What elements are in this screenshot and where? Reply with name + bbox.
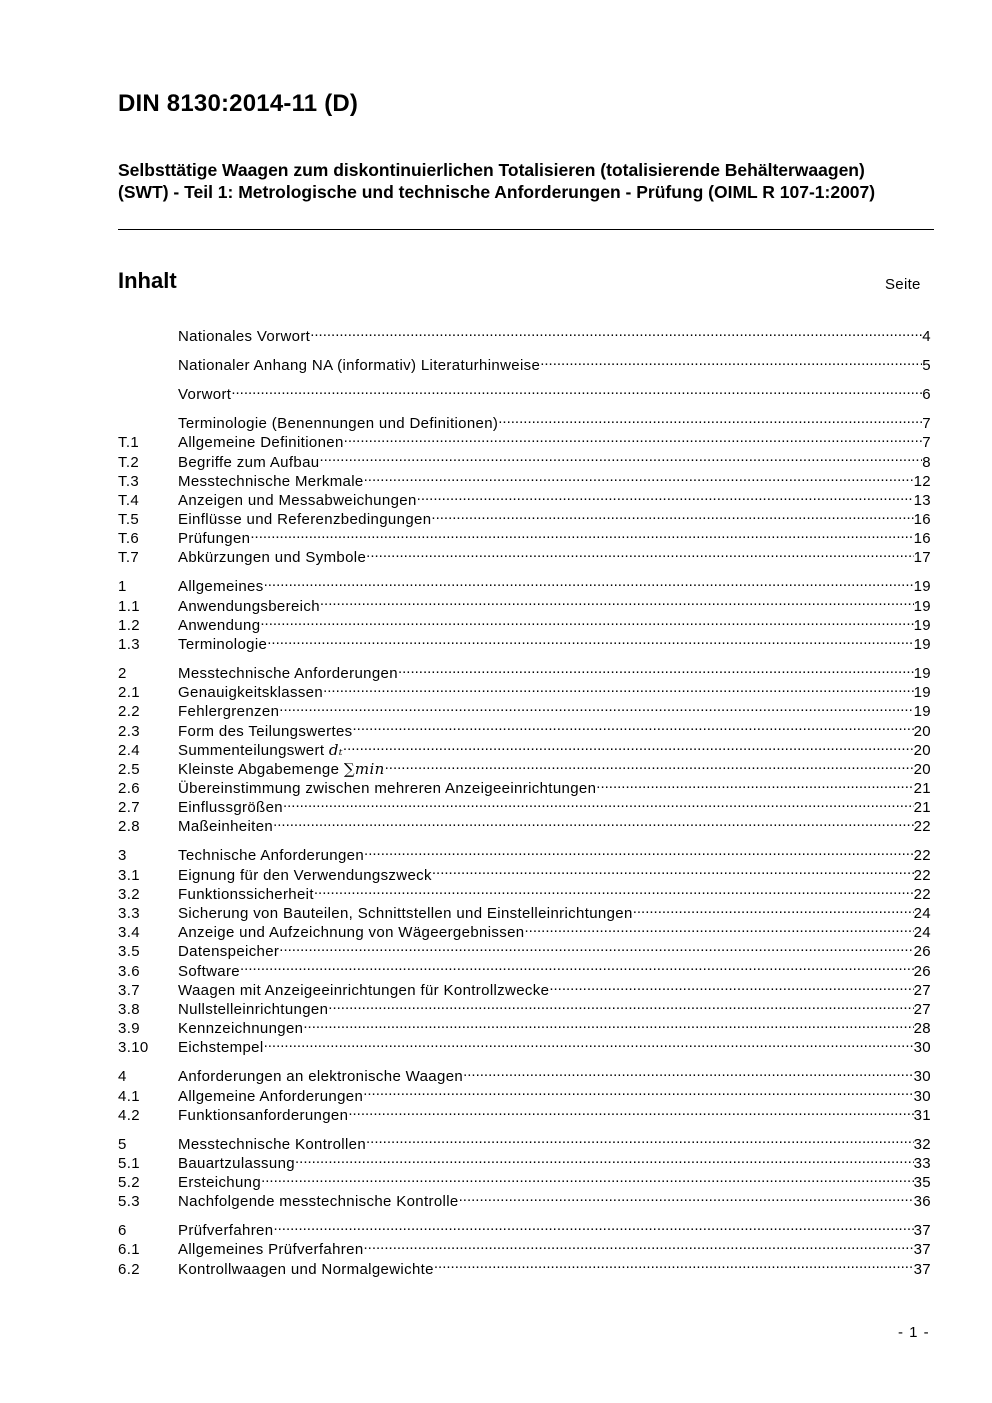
toc-dot-leader: [240, 956, 914, 975]
toc-entry-title-text: Abkürzungen und Symbole: [178, 549, 367, 567]
title-divider: [118, 229, 934, 230]
toc-dot-leader: [303, 1014, 913, 1033]
toc-entry-page: 5: [922, 357, 931, 375]
toc-entry-title-text: Kleinste Abgabemenge: [178, 760, 340, 778]
toc-dot-leader: [328, 995, 913, 1014]
toc-entry-number: 3.5: [118, 943, 140, 961]
toc-entry[interactable]: [118, 322, 931, 346]
toc-entry-page: 28: [913, 1020, 931, 1038]
toc-entry-page: 16: [913, 511, 931, 529]
toc-dot-leader: [264, 572, 914, 591]
toc-dot-leader: [398, 659, 914, 678]
toc-entry-number: 3: [118, 847, 127, 865]
toc-entry-title-text: Nationales Vorwort: [178, 328, 311, 346]
toc-entry-title: [178, 1240, 364, 1259]
toc-entry-title-text: Datenspeicher: [178, 943, 280, 961]
toc-entry-number: 6.1: [118, 1241, 140, 1259]
toc-entry-number: 4.2: [118, 1106, 140, 1124]
toc-entry-page: 35: [913, 1174, 931, 1192]
toc-entry-number: 5.3: [118, 1193, 140, 1211]
toc-entry-page: 19: [913, 636, 931, 653]
toc-entry-page: 6: [922, 386, 931, 404]
toc-entry-number: 6: [118, 1222, 127, 1240]
toc-entry-title: [178, 1260, 434, 1279]
toc-entry-number: 3.3: [118, 905, 140, 923]
toc-dot-leader: [633, 899, 914, 918]
toc-entry-title-text: Software: [178, 962, 240, 980]
toc-entry-title: [178, 548, 366, 567]
toc-entry-title: [178, 1173, 261, 1192]
toc-entry-title-text: Anwendungsbereich: [178, 597, 320, 615]
toc-entry-number: 3.4: [118, 924, 140, 942]
toc-entry-number: 2.7: [118, 799, 140, 817]
toc-entry-page: 12: [913, 472, 931, 490]
toc-entry-title-text: Messtechnische Merkmale: [178, 472, 364, 490]
toc-dot-leader: [273, 812, 914, 831]
toc-dot-leader: [366, 543, 913, 562]
toc-entry-number: 6.2: [118, 1260, 140, 1278]
toc-entry-page: 37: [913, 1222, 931, 1240]
toc-entry-page: 26: [913, 962, 931, 980]
toc-entry-title-text: Prüfungen: [178, 530, 251, 548]
toc-dot-leader: [279, 697, 913, 716]
toc-entry-title-text: Eignung für den Verwendungszweck: [178, 866, 432, 884]
toc-entry-number: T.7: [118, 549, 140, 567]
toc-entry-title-text: Sicherung von Bauteilen, Schnittstellen und Einstelleinrichtungen: [178, 905, 633, 923]
toc-entry-number: 3.7: [118, 981, 140, 999]
toc-entry-page: 30: [913, 1039, 931, 1057]
toc-entry[interactable]: [118, 841, 931, 865]
toc-dot-leader: [540, 351, 922, 370]
toc-dot-leader: [385, 755, 914, 774]
toc-entry-title-text: Bauartzulassung: [178, 1154, 295, 1172]
toc-entry-number: 3.6: [118, 962, 140, 980]
toc-entry-number: T.1: [118, 434, 140, 452]
toc-entry-title: [178, 1221, 273, 1240]
toc-entry-page: 19: [913, 578, 931, 596]
toc-entry-title: [178, 817, 273, 836]
toc-entry-title-text: Fehlergrenzen: [178, 703, 280, 721]
toc-entry-title-text: Anwendung: [178, 616, 261, 634]
toc-dot-leader: [310, 322, 922, 341]
toc-entry-title-text: Terminologie (Benennungen und Definitionen): [178, 415, 499, 433]
document-title: DIN 8130:2014-11 (D): [118, 90, 359, 117]
toc-entry-title-text: Nachfolgende messtechnische Kontrolle: [178, 1193, 459, 1211]
toc-entry-title: [178, 616, 260, 635]
toc-dot-leader: [463, 1062, 914, 1081]
toc-entry-page: 21: [913, 780, 931, 798]
toc-entry-title-text: Anzeigen und Messabweichungen: [178, 491, 417, 509]
toc-entry-title: [178, 1087, 363, 1106]
toc-entry-page: 19: [913, 703, 931, 721]
toc-entry-title-text: Begriffe zum Aufbau: [178, 453, 320, 471]
toc-dot-leader: [363, 1081, 913, 1100]
toc-entry-page: 7: [922, 434, 931, 452]
toc-entry-title-text: Prüfverfahren: [178, 1222, 274, 1240]
toc-entry-title-text: Allgemeines: [178, 578, 264, 596]
toc-entry-title-text: Waagen mit Anzeigeeinrichtungen für Kontrollzwecke: [178, 981, 550, 999]
toc-entry-page: 19: [913, 597, 931, 615]
toc-entry-number: 3.9: [118, 1020, 140, 1038]
toc-dot-leader: [320, 591, 914, 610]
toc-entry-number: 5: [118, 1135, 127, 1153]
toc-entry-page: 36: [913, 1193, 931, 1211]
toc-dot-leader: [498, 409, 922, 428]
toc-entry-title-text: Funktionsanforderungen: [178, 1106, 349, 1124]
toc-entry-title-text: Eichstempel: [178, 1039, 264, 1057]
toc-entry-number: 1: [118, 578, 127, 596]
toc-entry-number: 1.2: [118, 616, 140, 634]
toc-entry[interactable]: [118, 572, 931, 596]
toc-entry-title-text: Ersteichung: [178, 1174, 262, 1192]
toc-dot-leader: [364, 1235, 914, 1254]
toc-entry[interactable]: [118, 1130, 931, 1153]
toc-entry-number: 3.2: [118, 885, 140, 903]
toc-entry-title-text: Anforderungen an elektronische Waagen: [178, 1068, 464, 1086]
toc-entry-page: 24: [913, 905, 931, 923]
toc-entry-title-text: Übereinstimmung zwischen mehreren Anzeigeeinrichtungen: [178, 780, 597, 798]
toc-entry-title-text: Genauigkeitsklassen: [178, 684, 324, 702]
toc-entry-page: 22: [913, 818, 931, 836]
toc-entry-title-text: Nationaler Anhang NA (informativ) Literaturhinweise: [178, 357, 541, 375]
toc-dot-leader: [459, 1187, 914, 1206]
page-column-label: Seite: [885, 276, 921, 293]
toc-dot-leader: [417, 486, 914, 505]
page-number: - 1 -: [898, 1324, 930, 1341]
toc-entry-title: [178, 327, 310, 346]
toc-dot-leader: [364, 467, 914, 486]
toc-entry-number: 2.1: [118, 684, 140, 702]
toc-entry-page: 19: [913, 664, 931, 682]
toc-entry-page: 32: [913, 1135, 931, 1153]
toc-entry-page: 20: [913, 760, 931, 778]
toc-dot-leader: [273, 1216, 913, 1235]
toc-entry-title-text: Anzeige und Aufzeichnung von Wägeergebnissen: [178, 924, 525, 942]
toc-entry-title-text: Messtechnische Kontrollen: [178, 1135, 367, 1153]
toc-entry-title: [178, 798, 283, 817]
toc-entry-page: 20: [913, 741, 931, 759]
toc-entry-title-text: Allgemeine Definitionen: [178, 434, 344, 452]
toc-entry[interactable]: [118, 1062, 931, 1086]
toc-entry-symbol: ∑min: [343, 759, 385, 778]
toc-entry-title: [178, 1106, 348, 1125]
toc-heading: Inhalt: [118, 268, 177, 293]
toc-entry-title-text: Kontrollwaagen und Normalgewichte: [178, 1260, 434, 1278]
document-subtitle: Selbsttätige Waagen zum diskontinuierlichen Totalisieren (totalisierende Behälterwaagen) (SWT) - Teil 1: Metrologische und technische Anforderungen - Prüfung (OIML R 107-1:2007): [118, 160, 876, 202]
toc-entry-page: 19: [913, 684, 931, 702]
toc-entry-number: 2.6: [118, 780, 140, 798]
toc-entry-page: 13: [913, 491, 931, 509]
toc-entry-title-text: Kennzeichnungen: [178, 1020, 304, 1038]
toc-entry-number: 3.8: [118, 1000, 140, 1018]
toc-entry-title: [178, 741, 343, 760]
toc-entry-title-text: Maßeinheiten: [178, 818, 274, 836]
toc-entry-number: 2: [118, 664, 127, 682]
toc-entry-number: T.2: [118, 453, 140, 471]
toc-entry-title-text: Messtechnische Anforderungen: [178, 664, 398, 682]
toc-entry-number: T.5: [118, 511, 140, 529]
toc-dot-leader: [260, 611, 913, 630]
toc-entry-number: 2.8: [118, 818, 140, 836]
toc-entry-title-text: Vorwort: [178, 386, 232, 404]
toc-entry-symbol: dₜ: [328, 740, 343, 759]
toc-entry-number: 2.2: [118, 703, 140, 721]
toc-entry-page: 30: [913, 1068, 931, 1086]
toc-entry-page: 16: [913, 530, 931, 548]
toc-dot-leader: [434, 1254, 914, 1273]
toc-entry-page: 27: [913, 981, 931, 999]
toc-entry[interactable]: [118, 659, 931, 682]
toc-dot-leader: [264, 1033, 914, 1052]
toc-dot-leader: [267, 630, 913, 649]
toc-entry-page: 17: [913, 549, 931, 567]
toc-dot-leader: [231, 380, 922, 399]
toc-entry[interactable]: [118, 351, 931, 375]
toc-dot-leader: [353, 716, 914, 735]
toc-entry-page: 22: [913, 885, 931, 903]
toc-dot-leader: [261, 1168, 914, 1187]
toc-entry-title: [178, 722, 353, 741]
toc-dot-leader: [279, 937, 913, 956]
toc-entry-page: 19: [913, 616, 931, 634]
toc-dot-leader: [524, 918, 913, 937]
toc-entry-page: 37: [913, 1260, 931, 1278]
toc-entry-title-text: Funktionssicherheit: [178, 885, 314, 903]
toc-dot-leader: [314, 880, 914, 899]
toc-dot-leader: [549, 976, 913, 995]
toc-entry[interactable]: [118, 956, 931, 980]
toc-entry-page: 22: [913, 866, 931, 884]
toc-entry-page: 33: [913, 1154, 931, 1172]
toc-entry-page: 20: [913, 722, 931, 740]
toc-entry-title-text: Terminologie: [178, 636, 268, 653]
toc-entry-title-text: Einflüsse und Referenzbedingungen: [178, 511, 432, 529]
toc-entry-title: [178, 1038, 264, 1057]
toc-dot-leader: [343, 736, 914, 755]
toc-entry-page: 37: [913, 1241, 931, 1259]
toc-entry-page: 4: [922, 328, 931, 346]
toc-entry-title: [178, 356, 540, 375]
toc-dot-leader: [283, 793, 914, 812]
toc-entry-title: [178, 491, 417, 510]
toc-entry-title-text: Technische Anforderungen: [178, 847, 365, 865]
toc-entry-number: T.6: [118, 530, 140, 548]
toc-entry-title: [178, 846, 364, 865]
toc-dot-leader: [344, 428, 923, 447]
toc-entry-title-text: Summenteilungswert: [178, 741, 325, 759]
toc-entry[interactable]: [118, 380, 931, 404]
toc-entry[interactable]: [118, 409, 931, 433]
toc-entry-title: [178, 385, 231, 404]
toc-dot-leader: [319, 447, 922, 466]
toc-entry-number: 3.1: [118, 866, 140, 884]
toc-entry-title: [178, 529, 250, 548]
toc-entry-number: 2.3: [118, 722, 140, 740]
toc-dot-leader: [348, 1101, 913, 1120]
toc-entry-number: 4.1: [118, 1087, 140, 1105]
toc-entry-number: 1.3: [118, 636, 140, 653]
toc-entry-page: 31: [913, 1106, 931, 1124]
toc-entry-page: 22: [913, 847, 931, 865]
toc-entry-number: 5.2: [118, 1174, 140, 1192]
toc-entry-title: [178, 453, 319, 472]
toc-entry-title: [178, 760, 385, 779]
toc-entry-number: 4: [118, 1068, 127, 1086]
toc-dot-leader: [431, 505, 913, 524]
toc-entry-title: [178, 472, 364, 491]
toc-entry-title-text: Nullstelleinrichtungen: [178, 1000, 329, 1018]
toc-dot-leader: [250, 524, 913, 543]
toc-entry-number: 3.10: [118, 1039, 149, 1057]
toc-entry-number: 2.5: [118, 760, 140, 778]
toc-dot-leader: [364, 841, 914, 860]
toc-entry-title-text: Allgemeines Prüfverfahren: [178, 1241, 364, 1259]
toc-entry-number: T.4: [118, 491, 140, 509]
toc-dot-leader: [596, 774, 913, 793]
toc-entry-page: 26: [913, 943, 931, 961]
toc-dot-leader: [366, 1130, 914, 1149]
table-of-contents: [118, 322, 931, 1278]
toc-entry-title-text: Form des Teilungswertes: [178, 722, 353, 740]
toc-entry-title: [178, 962, 240, 981]
toc-dot-leader: [295, 1149, 914, 1168]
toc-entry-title: [178, 635, 267, 654]
toc-entry[interactable]: [118, 1216, 931, 1240]
toc-entry-number: 5.1: [118, 1154, 140, 1172]
toc-entry-page: 8: [922, 453, 931, 471]
toc-entry-page: 7: [922, 415, 931, 433]
toc-entry-title-text: Einflussgrößen: [178, 799, 283, 817]
toc-entry-title-text: Allgemeine Anforderungen: [178, 1087, 364, 1105]
toc-entry-page: 30: [913, 1087, 931, 1105]
toc-entry-title: [178, 885, 314, 904]
toc-entry-page: 21: [913, 799, 931, 817]
toc-entry-page: 27: [913, 1000, 931, 1018]
toc-entry-number: 2.4: [118, 741, 140, 759]
toc-entry-title: [178, 1192, 459, 1211]
toc-dot-leader: [432, 860, 914, 879]
toc-entry-page: 24: [913, 924, 931, 942]
toc-entry-number: 1.1: [118, 597, 140, 615]
toc-entry-number: T.3: [118, 472, 140, 490]
toc-entry-title: [178, 577, 264, 596]
toc-dot-leader: [323, 678, 914, 697]
toc-entry-title: [178, 702, 279, 721]
